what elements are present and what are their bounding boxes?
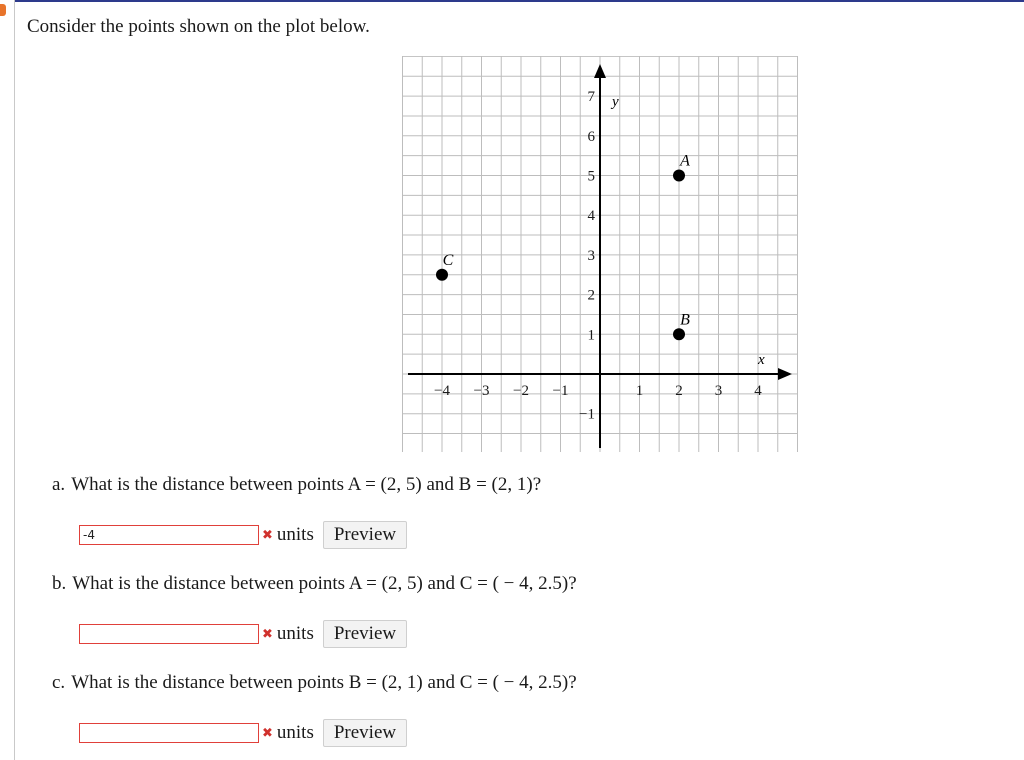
preview-button-c[interactable]: Preview <box>323 719 407 747</box>
question-letter: a. <box>52 474 66 495</box>
preview-button-b[interactable]: Preview <box>323 620 407 648</box>
question-letter: b. <box>52 573 67 594</box>
units-label: units <box>276 722 314 743</box>
top-divider <box>14 0 1024 2</box>
answer-row-c <box>79 719 407 747</box>
question-text: What is the distance between points B = (2, 1) and C = ( − 4, 2.5)? <box>71 672 577 693</box>
units-label: units <box>276 524 314 545</box>
x-tick-label: −4 <box>434 383 450 399</box>
x-tick-label: 1 <box>635 383 644 399</box>
point-label: A <box>680 152 690 170</box>
y-tick-label: −1 <box>579 406 595 423</box>
question-letter: c. <box>52 672 66 693</box>
x-tick-label: −1 <box>552 383 569 399</box>
x-tick-label: −2 <box>513 383 529 399</box>
point-label: B <box>680 311 690 329</box>
x-axis-label: x <box>758 352 765 368</box>
x-tick-label: −3 <box>473 383 490 399</box>
status-marker <box>0 4 6 16</box>
y-tick-label: 2 <box>587 287 595 304</box>
answer-input-c[interactable] <box>79 723 259 743</box>
y-tick-label: 7 <box>587 89 595 106</box>
question-text: What is the distance between points A = (2, 5) and B = (2, 1)? <box>71 474 542 495</box>
coordinate-plot <box>402 56 798 452</box>
question-text: What is the distance between points A = (2, 5) and C = ( − 4, 2.5)? <box>72 573 577 594</box>
point-b <box>673 328 685 340</box>
y-axis-label: y <box>612 94 619 110</box>
point-c <box>436 269 448 281</box>
point-a <box>673 170 685 182</box>
error-x-icon: ✖ <box>262 725 273 741</box>
x-tick-label: 4 <box>754 383 762 399</box>
y-tick-label: 4 <box>587 208 595 225</box>
point-label: C <box>442 251 454 269</box>
preview-button-a[interactable]: Preview <box>323 521 407 549</box>
question-c <box>52 672 577 694</box>
x-tick-label: 2 <box>675 383 683 399</box>
y-tick-label: 1 <box>587 327 595 344</box>
x-tick-label: 3 <box>714 383 723 399</box>
question-b <box>52 573 577 595</box>
answer-row-a <box>79 521 407 549</box>
question-a <box>52 474 541 496</box>
error-x-icon: ✖ <box>262 527 273 543</box>
y-tick-label: 3 <box>587 247 595 264</box>
answer-input-a[interactable] <box>79 525 259 545</box>
y-tick-label: 6 <box>587 128 595 145</box>
left-divider <box>14 0 15 760</box>
units-label: units <box>276 623 314 644</box>
answer-row-b <box>79 620 407 648</box>
y-tick-label: 5 <box>587 168 595 185</box>
answer-input-b[interactable] <box>79 624 259 644</box>
problem-intro: Consider the points shown on the plot below. <box>27 16 370 37</box>
error-x-icon: ✖ <box>262 626 273 642</box>
